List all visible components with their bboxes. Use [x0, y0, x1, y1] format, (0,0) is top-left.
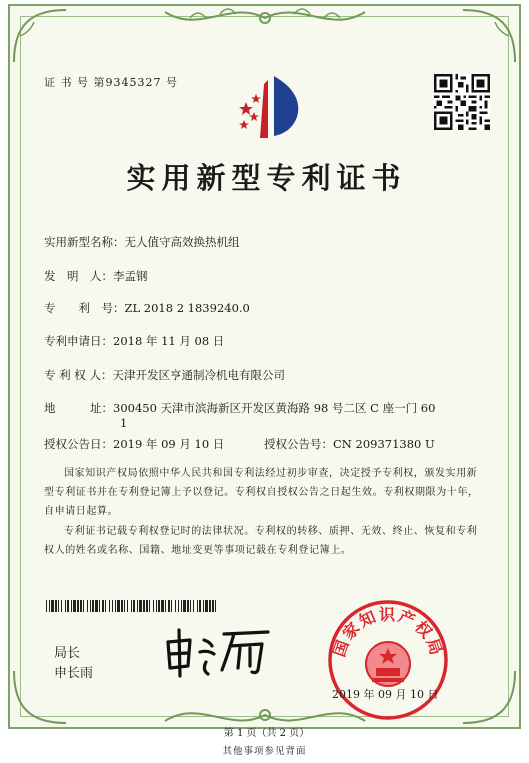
inventor-name: 李孟钢	[113, 269, 148, 283]
patent-certificate	[8, 4, 521, 739]
page-indicator: 第 1 页（共 2 页）	[223, 728, 310, 739]
barcode	[46, 600, 216, 612]
certificate-title: 实用新型专利证书	[126, 161, 407, 195]
address-line-2: 1	[120, 416, 128, 430]
field-label: 地 址：	[44, 401, 113, 415]
grant-statement-paragraph: 国家知识产权局依照中华人民共和国专利法经过初步审查，决定授予专利权，颁发实用新型专利证书并在专利登记簿上予以登记。专利权自授权公告之日起生效。专利权期限为十年，自申请日起算。	[44, 468, 479, 517]
field-label: 专 利 号：	[44, 301, 125, 315]
official-seal	[326, 598, 450, 722]
address-row	[44, 400, 435, 416]
top-vine-ornament	[160, 4, 370, 38]
director-name: 申长雨	[54, 666, 94, 681]
legal-status-paragraph: 专利证书记载专利权登记时的法律状况。专利权的转移、质押、无效、终止、恢复和专利权人的姓名或名称、国籍、地址变更等事项记载在专利登记簿上。	[44, 526, 478, 556]
national-emblem-icon	[366, 642, 410, 686]
grant-announcement-date: 2019 年 09 月 10 日	[113, 437, 225, 451]
grant-date-row	[44, 436, 224, 452]
grant-number-row	[264, 436, 435, 452]
field-label: 专利申请日：	[44, 334, 113, 348]
address-line-1: 300450 天津市滨海新区开发区黄海路 98 号二区 C 座一门 60	[113, 401, 436, 415]
corner-ornament-top-right	[459, 6, 519, 66]
field-label: 发 明 人：	[44, 269, 113, 283]
patent-office-emblem-icon	[234, 70, 308, 142]
back-side-note: 其他事项参见背面	[222, 746, 307, 757]
filing-date-row	[44, 333, 224, 349]
filing-date: 2018 年 11 月 08 日	[113, 334, 225, 348]
field-label: 实用新型名称：	[44, 235, 125, 249]
corner-ornament-top-left	[10, 6, 70, 66]
patent-number-row	[44, 300, 250, 316]
field-label: 专 利 权 人：	[44, 368, 113, 382]
corner-ornament-bottom-right	[459, 667, 519, 727]
field-label: 授权公告日：	[44, 437, 113, 451]
patentee-name: 天津开发区亨通制冷机电有限公司	[112, 368, 285, 382]
field-label: 授权公告号：	[264, 437, 333, 451]
patent-number: ZL 2018 2 1839240.0	[124, 301, 250, 315]
grant-announcement-number: CN 209371380 U	[333, 437, 435, 451]
director-title: 局长	[54, 646, 81, 661]
seal-text: 国家知识产权局	[329, 605, 447, 660]
director-signature	[160, 626, 280, 678]
inventor-row	[44, 268, 148, 284]
seal-date: 2019 年 09 月 10 日	[332, 688, 439, 701]
qr-code	[434, 74, 490, 130]
utility-model-name-row	[44, 234, 240, 250]
certificate-number: 证 书 号 第9345327 号	[44, 76, 178, 89]
patentee-row	[44, 367, 285, 383]
utility-model-name: 无人值守高效换热机组	[124, 235, 240, 249]
